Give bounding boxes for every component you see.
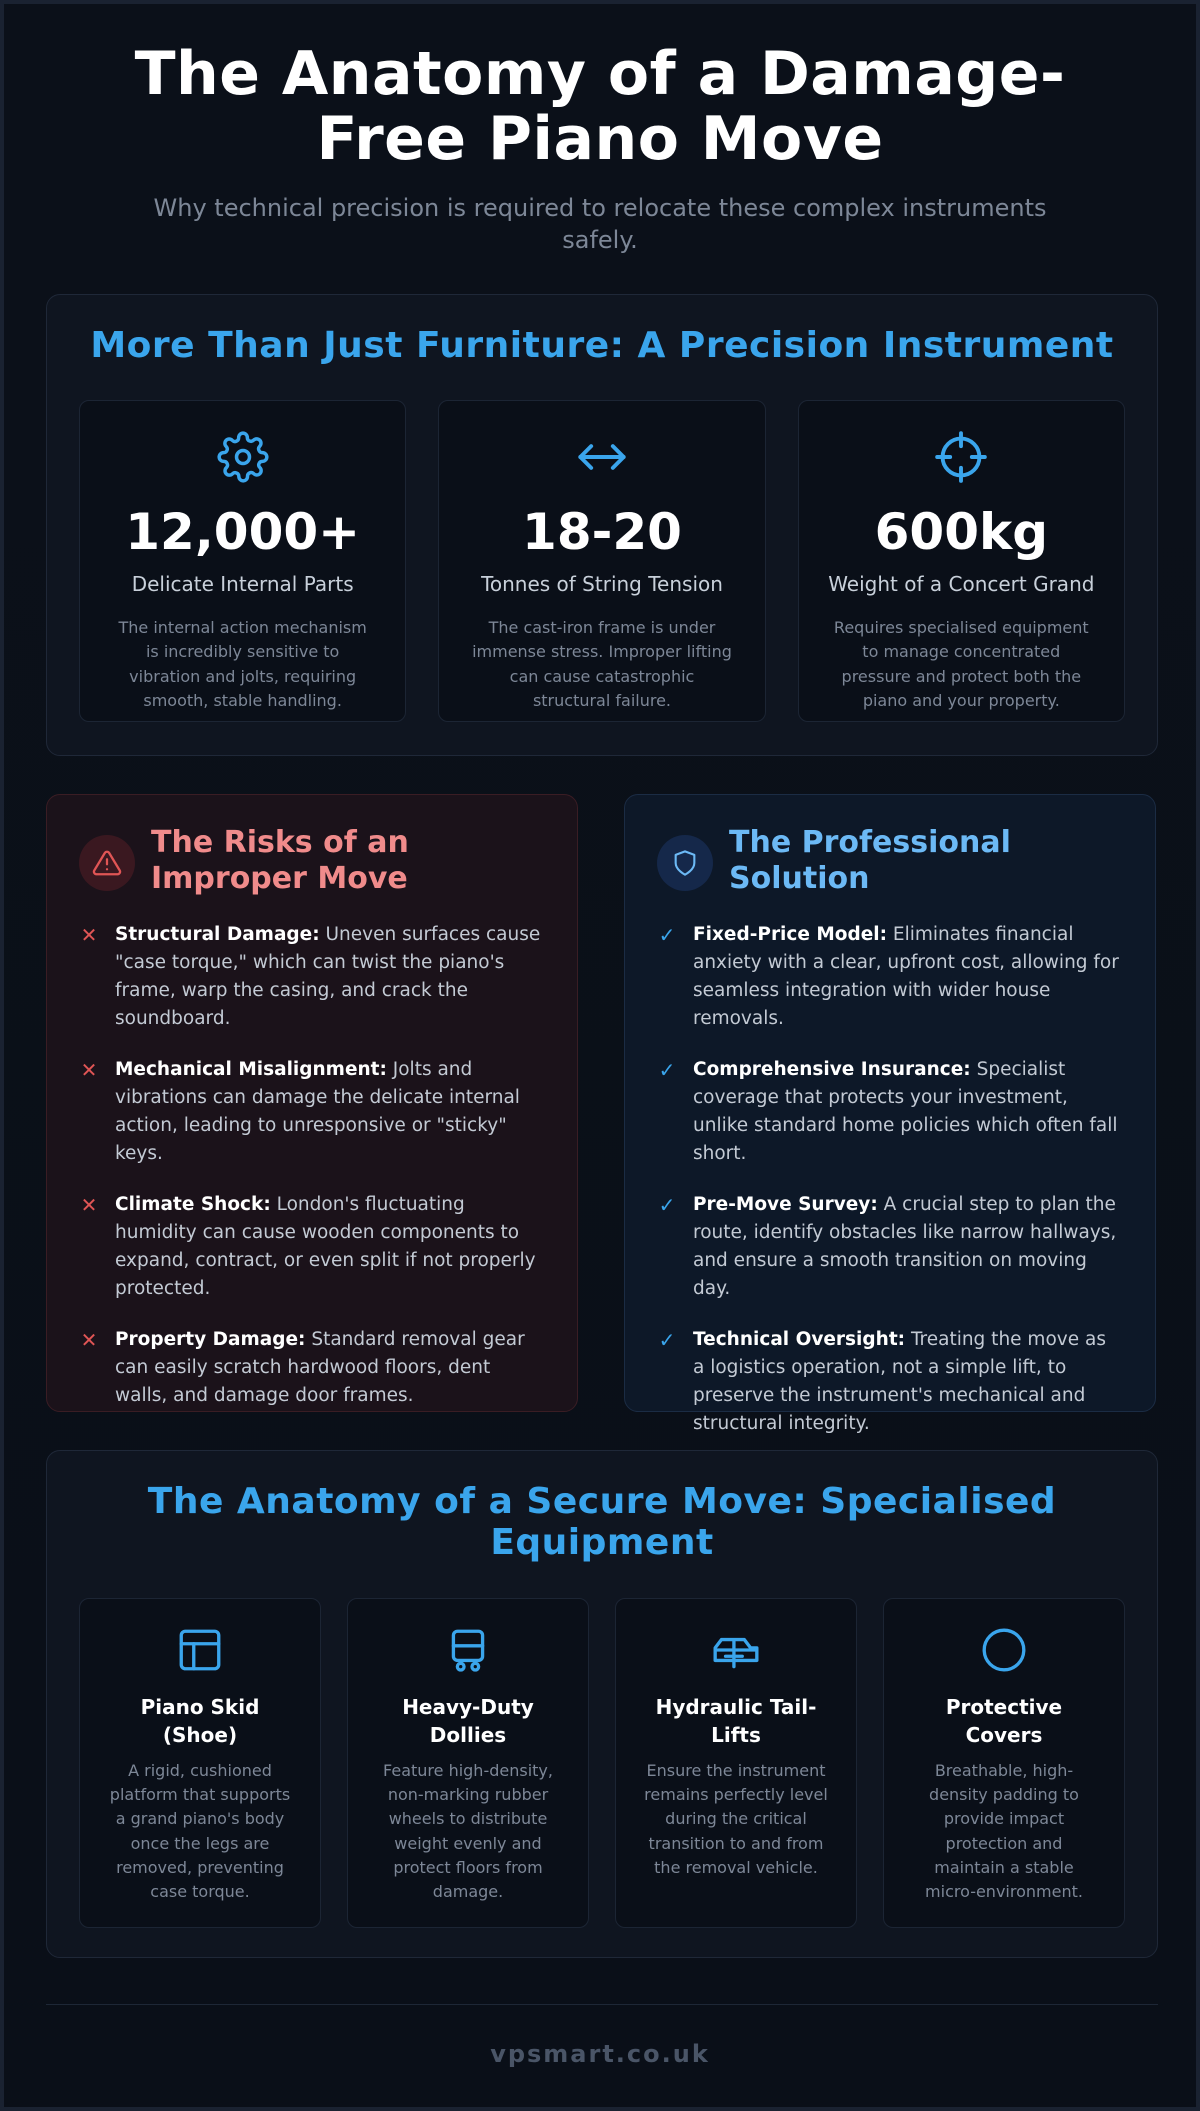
section-title: More Than Just Furniture: A Precision Instrument xyxy=(90,325,1114,366)
item-text: Standard removal gear can easily scratch hardwood floors, dent walls, and damage door frames. xyxy=(115,1329,525,1406)
footer-divider xyxy=(46,2004,1158,2005)
equipment-name: Protective Covers xyxy=(945,1694,1063,1747)
equipment-description: Ensure the instrument remains perfectly level during the critical transition to and from the removal vehicle. xyxy=(644,1760,828,1878)
stat-number: 18-20 xyxy=(522,503,682,561)
stat-card xyxy=(798,400,1125,722)
item-heading: Property Damage: xyxy=(115,1329,306,1350)
equipment-card xyxy=(883,1598,1125,1928)
item-heading: Structural Damage: xyxy=(115,924,320,945)
item-heading: Fixed-Price Model: xyxy=(693,924,888,945)
item-text: Treating the move as a logistics operation, not a simple lift, to preserve the instrument's mechanical and structural integrity. xyxy=(693,1329,1106,1434)
risks-panel xyxy=(46,794,578,1412)
gear-icon xyxy=(217,468,269,487)
item-text: Jolts and vibrations can damage the delicate internal action, leading to unresponsive or "sticky" keys. xyxy=(115,1059,520,1164)
stat-description: The internal action mechanism is incredibly sensitive to vibration and jolts, requiring smooth, stable handling. xyxy=(118,618,367,710)
equipment-name: Heavy-Duty Dollies xyxy=(402,1694,534,1747)
tail-lift-icon xyxy=(711,1660,761,1679)
page-title: The Anatomy of a Damage-Free Piano Move xyxy=(134,39,1066,174)
item-heading: Technical Oversight: xyxy=(693,1329,906,1350)
equipment-card xyxy=(79,1598,321,1928)
solution-title: The Professional Solution xyxy=(729,825,1011,896)
item-text: Eliminates financial anxiety with a clear, upfront cost, allowing for seamless integration with wider house removals. xyxy=(693,924,1119,1029)
list-item xyxy=(657,921,1123,1033)
item-text: A crucial step to plan the route, identify obstacles like narrow hallways, and ensure a smooth transition on moving day. xyxy=(693,1194,1117,1299)
item-text: Uneven surfaces cause "case torque," which can twist the piano's frame, warp the casing, and crack the soundboard. xyxy=(115,924,541,1029)
list-item xyxy=(79,921,545,1033)
hero xyxy=(4,4,1196,256)
stat-label: Delicate Internal Parts xyxy=(131,572,354,596)
equipment-name: Hydraulic Tail-Lifts xyxy=(655,1694,817,1747)
arrows-horizontal-icon xyxy=(576,468,628,487)
precision-instrument-section xyxy=(46,294,1158,756)
cross-icon: ✕ xyxy=(80,923,98,947)
item-text: Specialist coverage that protects your investment, unlike standard home policies which often fall short. xyxy=(693,1059,1118,1164)
stat-label: Tonnes of String Tension xyxy=(481,572,723,596)
cross-icon: ✕ xyxy=(80,1328,98,1352)
equipment-description: Breathable, high-density padding to provide impact protection and maintain a stable micro-environment. xyxy=(925,1760,1083,1902)
check-icon: ✓ xyxy=(658,1193,676,1217)
stat-description: The cast-iron frame is under immense stress. Improper lifting can cause catastrophic structural failure. xyxy=(472,618,732,710)
check-icon: ✓ xyxy=(658,1058,676,1082)
item-heading: Climate Shock: xyxy=(115,1194,271,1215)
stat-number: 600kg xyxy=(874,503,1049,561)
equipment-card xyxy=(615,1598,857,1928)
risks-title: The Risks of an Improper Move xyxy=(151,825,409,896)
stat-description: Requires specialised equipment to manage concentrated pressure and protect both the piano and your property. xyxy=(833,618,1089,710)
dolly-icon xyxy=(443,1660,493,1679)
footer-domain: vpsmart.co.uk xyxy=(490,2040,710,2068)
warning-icon xyxy=(79,835,135,891)
list-item xyxy=(79,1191,545,1303)
item-heading: Mechanical Misalignment: xyxy=(115,1059,387,1080)
check-icon: ✓ xyxy=(658,923,676,947)
equipment-description: Feature high-density, non-marking rubber wheels to distribute weight evenly and protect floors from damage. xyxy=(383,1760,553,1902)
list-item xyxy=(79,1326,545,1410)
list-item xyxy=(657,1056,1123,1168)
page-subtitle: Why technical precision is required to relocate these complex instruments safely. xyxy=(153,193,1047,254)
equipment-name: Piano Skid (Shoe) xyxy=(140,1694,260,1747)
item-heading: Pre-Move Survey: xyxy=(693,1194,878,1215)
item-text: London's fluctuating humidity can cause wooden components to expand, contract, or even split if not properly protected. xyxy=(115,1194,536,1299)
section-title: The Anatomy of a Secure Move: Specialised Equipment xyxy=(147,1481,1057,1564)
solution-panel xyxy=(624,794,1156,1434)
cross-icon: ✕ xyxy=(80,1058,98,1082)
stat-card xyxy=(79,400,406,722)
check-icon: ✓ xyxy=(658,1328,676,1352)
circle-icon xyxy=(979,1660,1029,1679)
list-item xyxy=(79,1056,545,1168)
stat-label: Weight of a Concert Grand xyxy=(828,572,1095,596)
shield-icon xyxy=(657,835,713,891)
item-heading: Comprehensive Insurance: xyxy=(693,1059,971,1080)
cross-icon: ✕ xyxy=(80,1193,98,1217)
layout-panel-icon xyxy=(175,1660,225,1679)
equipment-description: A rigid, cushioned platform that supports a grand piano's body once the legs are removed, preventing case torque. xyxy=(109,1760,291,1902)
equipment-card xyxy=(347,1598,589,1928)
stat-card xyxy=(438,400,765,722)
stat-number: 12,000+ xyxy=(125,503,361,561)
equipment-section xyxy=(46,1450,1158,1958)
list-item xyxy=(657,1191,1123,1303)
crosshair-icon xyxy=(935,468,987,487)
list-item xyxy=(657,1326,1123,1438)
